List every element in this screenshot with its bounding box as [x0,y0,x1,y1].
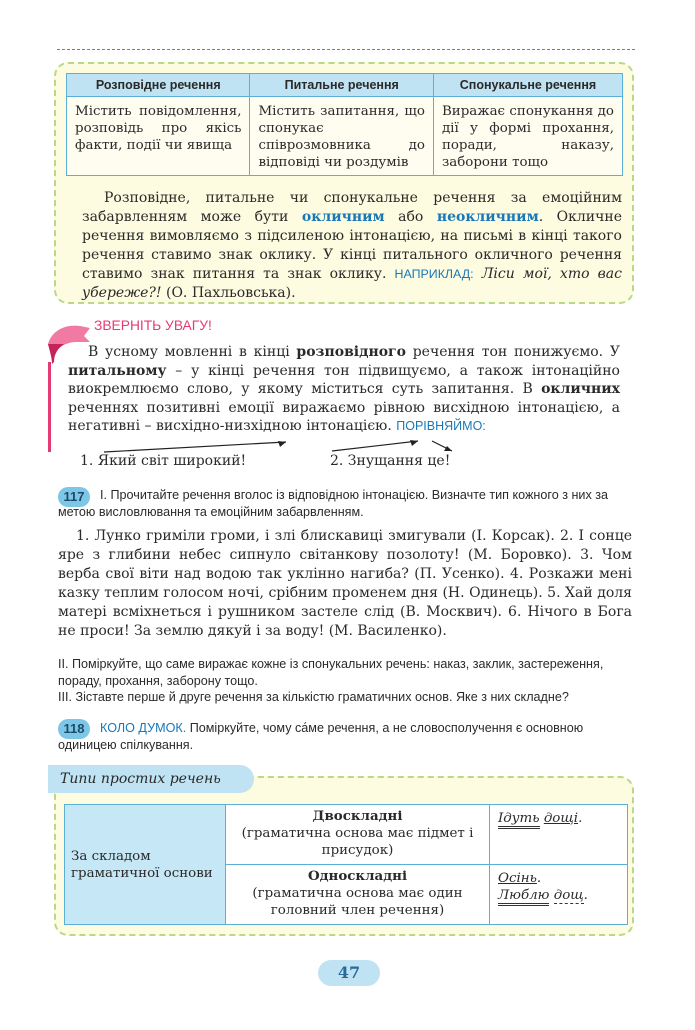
text: . Окличне речення вимовляємо з підсиленою інтонацією, на письмі в кінці такого речення ставимо знак оклику. У кінці питального окличного речення ставимо знак питання та знак оклику. [82,209,623,282]
task-118-text [58,720,634,753]
question-2: ІІ. Поміркуйте, що саме виражає кожне із спонукальних речень: наказ, заклик, застереження, пораду, прохання, заборону тощо. [58,657,604,688]
task-117-instruction: І. Прочитайте речення вголос із відповідною інтонацією. Визначте тип кожного з них за метою висловлювання та емоційним забарвленням. [58,488,609,519]
one-part-example [490,865,628,925]
text: речення тон понижуємо. У [405,344,620,360]
text: 1. Лунко гриміли громи, і злі блискавиці змигували (І. Корсак). 2. І сонце яре з глибини небес сипнуло світанкову позолоту! (М. Боровко). 3. Чом верба свої віти над водою так уклінно нагиба? (П. Усенко). 4. Розкажи мені казку теплим голосом ночі, срібним променем дня (Н. Одинець). 5. Хай доля матері всміхнеться і рушником застеле слід (В. Москвич). 6. Нічого в Бога не проси! За землю дякуй і за воду! (М. Василенко). [58,528,632,639]
text: – у кінці речення тон підвищуємо, а також інтонаційно виокремлюємо слово, у якому міститься суть запитання. В [68,362,620,397]
intonation-example-1: 1. Який світ широкий! [80,453,247,469]
text: реченнях позитивні емоції виражаємо рівною висхідною інтонацією, а негативні – висхідно-низхідною інтонацією. [68,399,620,434]
table-cell: Виражає спонукання до дії у формі прохання, поради, наказу, заборони тощо [433,97,622,176]
sentence-types-table [66,73,623,176]
type-name: Двоскладні [312,808,403,824]
attention-paragraph [68,343,620,436]
predicate: Люблю [498,888,549,906]
two-part-example [490,805,628,865]
subject: Осінь [498,871,537,886]
two-part-cell [226,805,490,865]
attention-title: ЗВЕРНІТЬ УВАГУ! [94,318,212,333]
top-dashed-line [57,49,635,50]
table-cell: Містить повідомлення, розповідь про якісь факти, події чи явища [67,97,250,176]
punct: . [536,871,542,886]
classification-criterion: За складом граматичної основи [65,805,226,925]
table-header: Спонукальне речення [433,74,622,97]
subject: дощі [543,811,579,826]
example-author: (О. Пахльовська). [161,285,296,301]
example-quote: Ліси мої, хто вас убереже?! [82,266,622,301]
type-description: (граматична основа має підмет і присудок) [241,826,474,858]
punct: . [583,888,588,903]
task-117-questions [58,656,632,706]
table-cell: Містить запитання, що спонукає співрозмовника до відповіді чи роздумів [250,97,433,176]
task-label: КОЛО ДУМОК. [100,721,187,735]
task-number-badge: 118 [58,719,90,739]
page-number: 47 [318,960,380,986]
task-number-badge: 117 [58,487,90,507]
task-117-sentences [58,527,632,641]
attention-bar [48,362,51,452]
text: або [384,209,437,225]
compare-label: ПОРІВНЯЙМО: [396,419,486,433]
keyword: окличним [301,209,385,225]
table-header: Питальне речення [250,74,433,97]
text: Поміркуйте, чому са́ме речення, а не словосполучення є основною одиницею спілкування. [58,721,584,752]
punct: . [578,811,583,826]
bold-term: питальному [68,362,167,379]
simple-sentence-types-table [64,804,628,925]
types-title: Типи простих речень [48,765,254,793]
text: Розповідне, питальне чи спонукальне речення за емоційним забарвленням може бути [82,190,622,225]
keyword: неокличним [436,209,539,225]
question-3: ІІІ. Зіставте перше й друге речення за кількістю граматичних основ. Яке з них складне? [58,690,569,704]
intonation-example-2: 2. Знущання це! [330,453,451,469]
table-header: Розповідне речення [67,74,250,97]
object: дощ [553,888,584,903]
rule-paragraph [82,189,622,303]
predicate: Ідуть [498,811,540,829]
type-description: (граматична основа має один головний член речення) [252,886,463,918]
text: В усному мовленні в кінці [88,344,297,360]
example-label: НАПРИКЛАД: [394,267,474,281]
bold-term: окличних [541,381,620,397]
type-name: Односкладні [307,868,408,884]
one-part-cell [226,865,490,925]
bold-term: розповідного [296,344,406,360]
